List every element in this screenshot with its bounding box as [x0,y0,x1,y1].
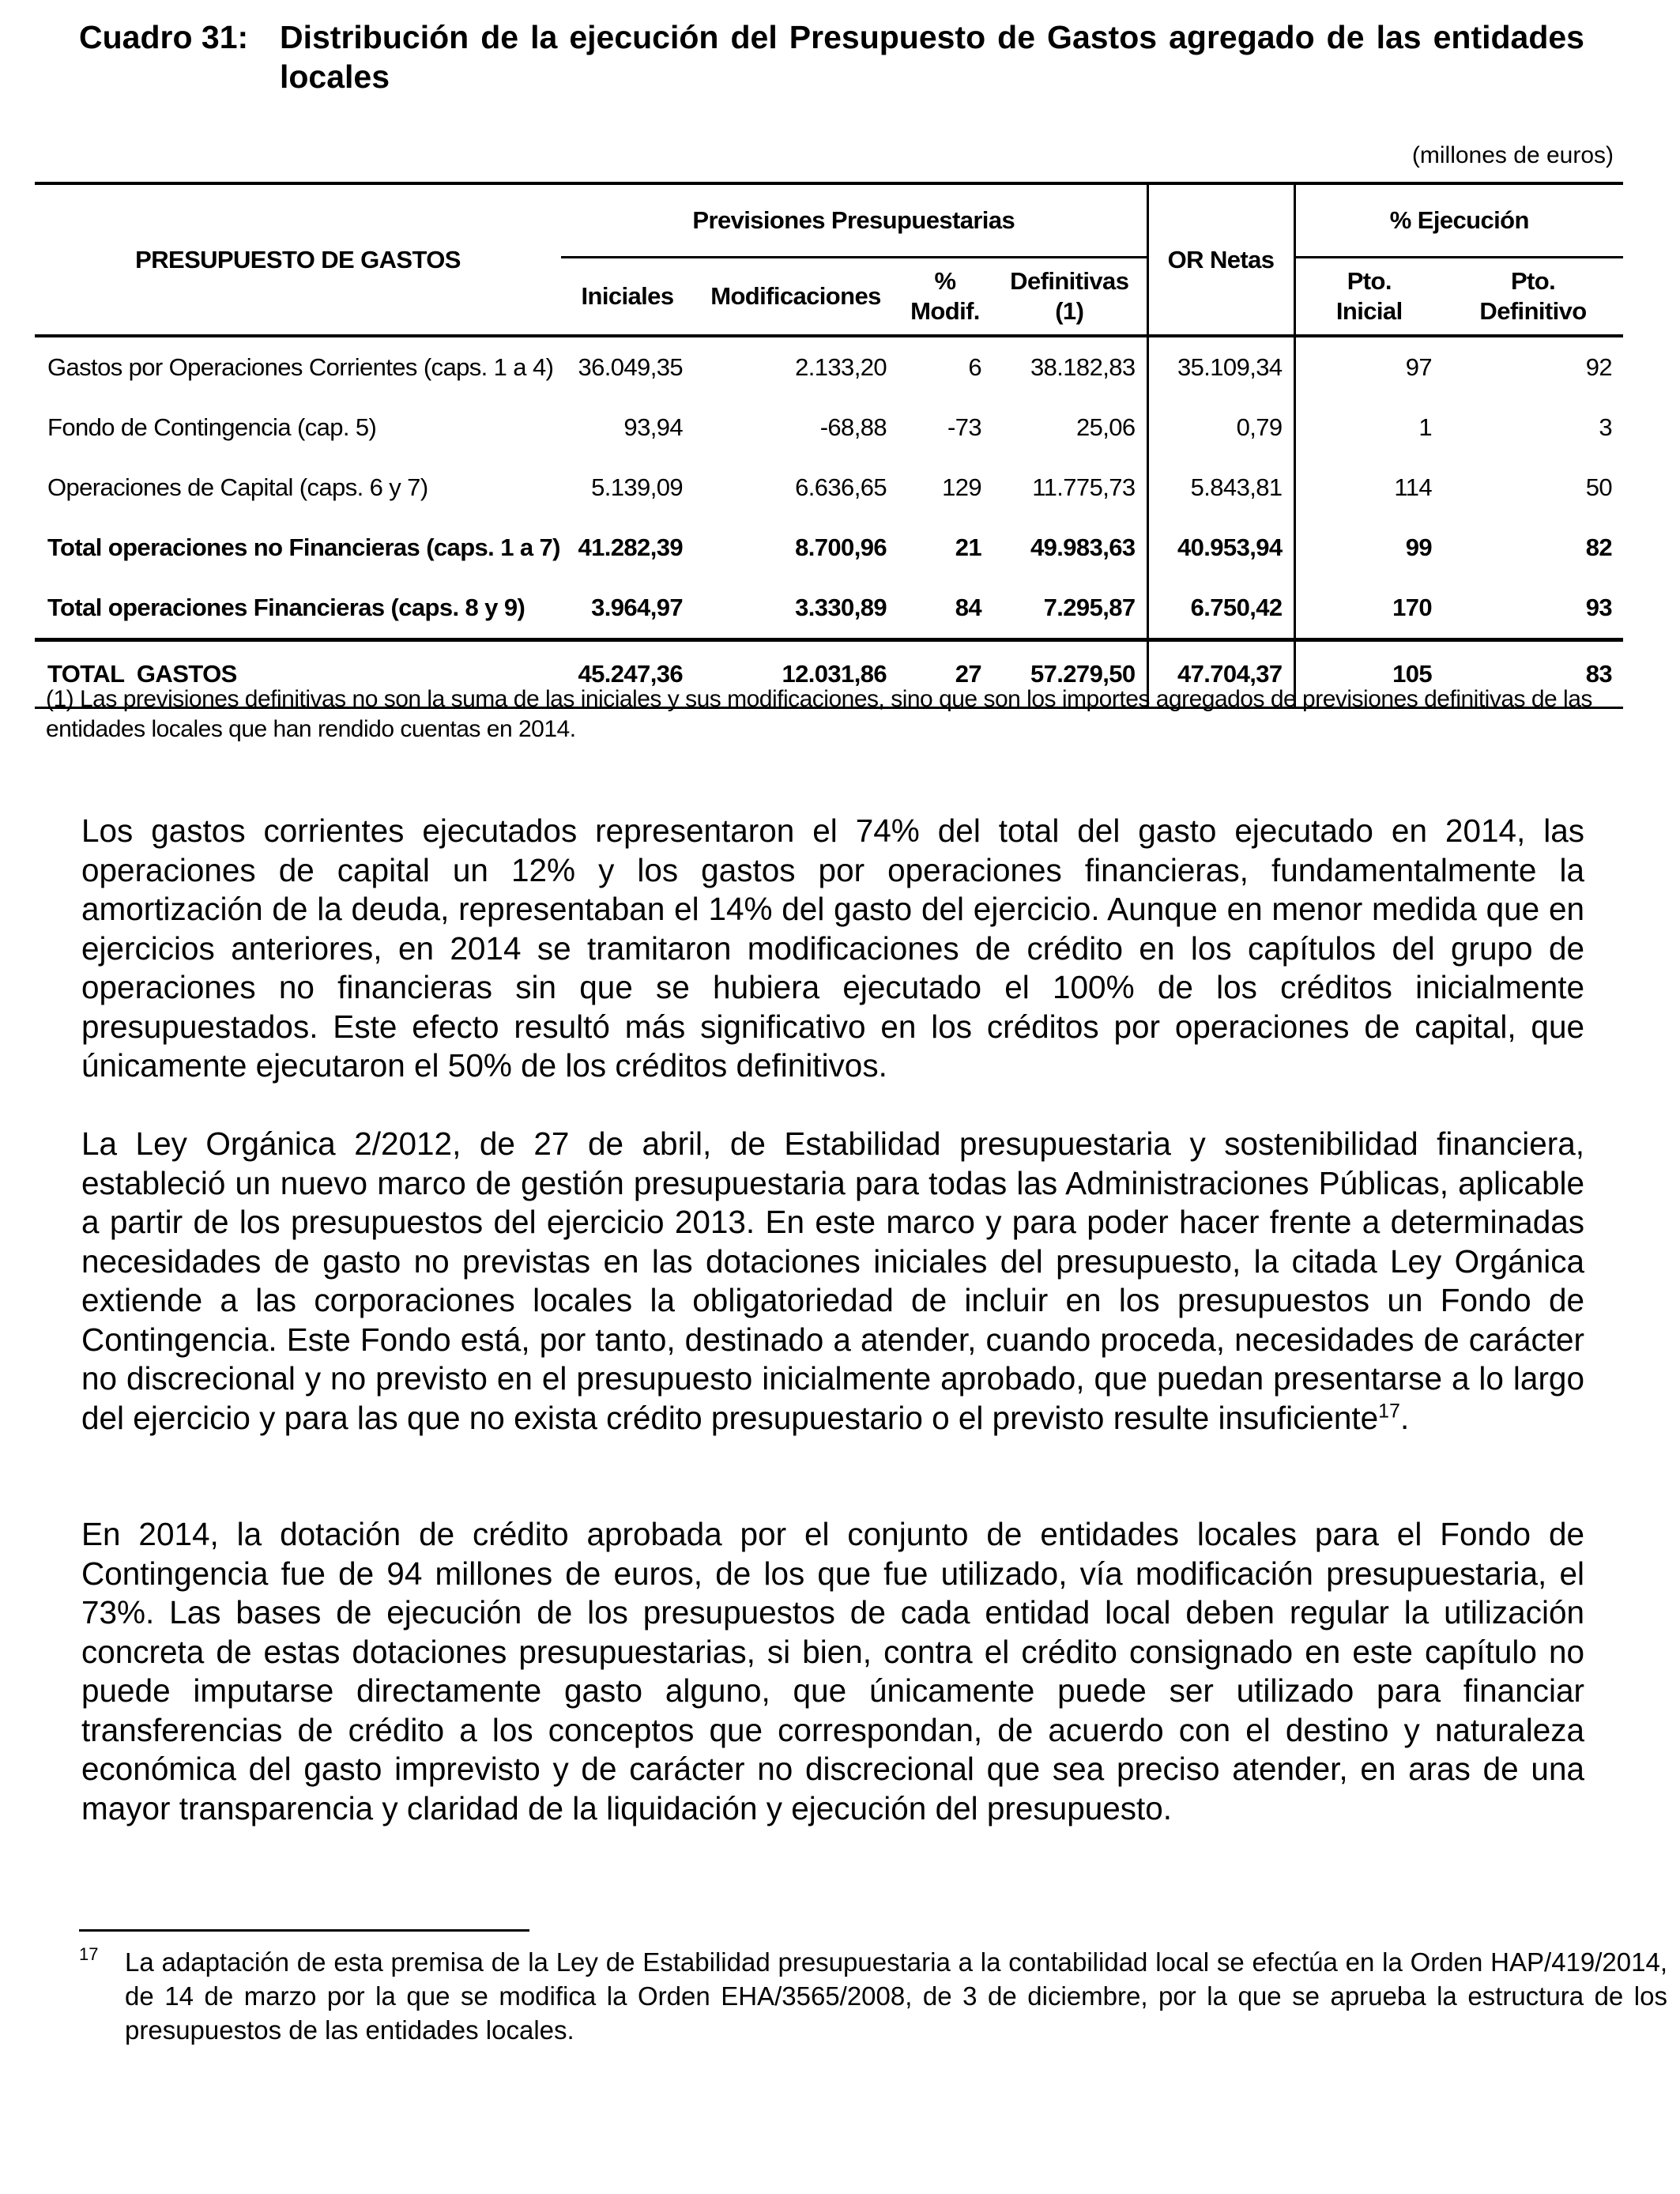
cell-definitivas: 49.983,63 [1030,533,1136,561]
header-pto-definitivo-line2: Definitivo [1479,297,1587,325]
row-label: Operaciones de Capital (caps. 6 y 7) [47,473,428,501]
table-title-text: Distribución de la ejecución del Presupuesto de Gastos agregado de las entidades locales [280,19,1584,95]
table-row [35,336,1623,398]
header-definitivas-line1: Definitivas [1010,267,1129,295]
cell-pto-inicial: 97 [1405,353,1433,381]
header-pct-modif [898,258,993,337]
cell-pto-definitivo: 50 [1585,473,1613,501]
header-pto-inicial [1294,258,1443,337]
header-pto-inicial-line1: Pto. [1347,267,1392,295]
cell-or-netas: 35.109,34 [1147,336,1294,398]
header-previsiones: Previsiones Presupuestarias [561,183,1147,258]
footnote-reference[interactable]: 17 [1378,1400,1400,1422]
total-pct-modif: 27 [898,640,993,708]
footnote-text: La adaptación de esta premisa de la Ley de Estabilidad presupuestaria a la contabilidad local se efectúa en la Orden HAP/419/2014, de 14 de marzo por la que se modifica la Orden EHA/3565/2008, de 3 de diciembre, por la que se aprueba la estructura de los presupuestos de las entidades locales. [125,1947,1667,2045]
cell-iniciales: 93,94 [623,413,683,441]
cell-modificaciones: 3.330,89 [795,594,887,621]
table-title-label: Cuadro 31: [79,19,249,55]
cell-pto-definitivo: 93 [1585,594,1613,621]
paragraph-2-text: La Ley Orgánica 2/2012, de 27 de abril, de Estabilidad presupuestaria y sostenibilidad financiera, estableció un nuevo marco de gestión presupuestaria para todas las Administraciones Públicas, aplicable a partir de los presupuestos del ejercicio 2013. En este marco y para poder hacer frente a determinadas necesidades de gasto no previstas en las dotaciones iniciales del presupuesto, la citada Ley Orgánica extiende a las corporaciones locales la obligatoriedad de incluir en los presupuestos un Fondo de Contingencia. Este Fondo está, por tanto, destinado a atender, cuando proceda, necesidades de carácter no discrecional y no previsto en el presupuesto inicialmente aprobado, que puedan presentarse a lo largo del ejercicio y para las que no exista crédito presupuestario o el previsto resulte insuficiente [81,1125,1584,1436]
header-pct-modif-line2: Modif. [910,297,980,325]
row-label: Gastos por Operaciones Corrientes (caps. 1 a 4) [47,353,554,381]
total-definitivas: 57.279,50 [993,640,1147,708]
total-iniciales: 45.247,36 [561,640,694,708]
table-row [35,398,1623,458]
total-pto-inicial: 105 [1294,640,1443,708]
cell-pct-modif: 21 [955,533,981,561]
cell-iniciales: 36.049,35 [578,353,683,381]
table-footnote: (1) Las previsiones definitivas no son la suma de las iniciales y sus modificaciones, sino que son los importes agregados de previsiones definitivas de las entidades locales que han rendido cuentas en 2014. [46,686,1592,742]
header-pct-modif-line1: % [934,267,956,295]
cell-definitivas: 38.182,83 [1030,353,1136,381]
header-definitivas [993,258,1147,337]
table-title [79,17,1584,96]
cell-iniciales: 41.282,39 [578,533,683,561]
cell-or-netas: 5.843,81 [1147,458,1294,518]
header-ejecucion: % Ejecución [1294,183,1623,258]
table-row [35,578,1623,640]
header-modificaciones: Modificaciones [694,258,898,337]
table-row [35,518,1623,578]
cell-pto-definitivo: 92 [1585,353,1613,381]
cell-iniciales: 5.139,09 [591,473,683,501]
cell-definitivas: 25,06 [1075,413,1136,441]
header-or-netas: OR Netas [1147,183,1294,336]
page-footnote [79,1945,1667,2047]
header-pto-definitivo [1443,258,1623,337]
row-label: Total operaciones no Financieras (caps. 1 a 7) [47,533,560,561]
header-stub: PRESUPUESTO DE GASTOS [35,183,561,336]
cell-pto-definitivo: 82 [1585,533,1613,561]
paragraph-3: En 2014, la dotación de crédito aprobada por el conjunto de entidades locales para el Fondo de Contingencia fue de 94 millones de euros, de los que fue utilizado, vía modificación presupuestaria, el 73%. Las bases de ejecución de los presupuestos de cada entidad local deben regular la utilización concreta de estas dotaciones presupuestarias, si bien, contra el crédito consignado en este capítulo no puede imputarse directamente gasto alguno, que únicamente puede ser utilizado para financiar transferencias de crédito a los conceptos que correspondan, de acuerdo con el destino y naturaleza económica del gasto imprevisto y de carácter no discrecional que sea preciso atender, en aras de una mayor transparencia y claridad de la liquidación y ejecución del presupuesto. [81,1516,1584,1826]
table-row [35,458,1623,518]
total-pto-definitivo: 83 [1443,640,1623,708]
cell-pto-inicial: 170 [1392,594,1433,621]
cell-or-netas: 40.953,94 [1147,518,1294,578]
cell-pto-inicial: 1 [1418,413,1433,441]
cell-pct-modif: 129 [942,473,981,501]
cell-or-netas: 0,79 [1147,398,1294,458]
header-pto-definitivo-line1: Pto. [1510,267,1556,295]
cell-pto-definitivo: 3 [1599,413,1613,441]
total-label: TOTAL GASTOS [35,640,561,708]
cell-modificaciones: 2.133,20 [795,353,887,381]
cell-definitivas: 11.775,73 [1032,473,1136,501]
row-label: Total operaciones Financieras (caps. 8 y 9) [47,594,525,621]
cell-pct-modif: -73 [947,413,981,441]
paragraph-2-end: . [1399,1399,1410,1436]
total-or-netas: 47.704,37 [1147,640,1294,708]
paragraph-1: Los gastos corrientes ejecutados representaron el 74% del total del gasto ejecutado en 2014, las operaciones de capital un 12% y los gastos por operaciones financieras, fundamentalmente la amortización de la deuda, representaban el 14% del gasto del ejercicio. Aunque en menor medida que en ejercicios anteriores, en 2014 se tramitaron modificaciones de crédito en los capítulos del grupo de operaciones no financieras sin que se hubiera ejecutado el 100% de los créditos inicialmente presupuestados. Este efecto resultó más significativo en los créditos por operaciones de capital, que únicamente ejecutaron el 50% de los créditos definitivos. [81,812,1584,1084]
cell-modificaciones: 6.636,65 [795,473,887,501]
footnote-separator [79,1929,529,1932]
cell-modificaciones: 8.700,96 [795,533,887,561]
total-modificaciones: 12.031,86 [694,640,898,708]
cell-pto-inicial: 99 [1405,533,1433,561]
footnote-mark: 17 [79,1944,99,1964]
units-note: (millones de euros) [1411,142,1614,168]
header-definitivas-line2: (1) [1055,297,1084,325]
cell-or-netas: 6.750,42 [1147,578,1294,640]
cell-pct-modif: 6 [968,353,981,381]
paragraph-2 [81,1125,1584,1438]
cell-pct-modif: 84 [955,594,981,621]
budget-table [35,182,1623,709]
cell-definitivas: 7.295,87 [1043,594,1136,621]
cell-iniciales: 3.964,97 [591,594,683,621]
header-pto-inicial-line2: Inicial [1335,297,1403,325]
cell-pto-inicial: 114 [1394,473,1433,501]
header-iniciales: Iniciales [561,258,694,337]
cell-modificaciones: -68,88 [819,413,887,441]
row-label: Fondo de Contingencia (cap. 5) [47,413,377,441]
